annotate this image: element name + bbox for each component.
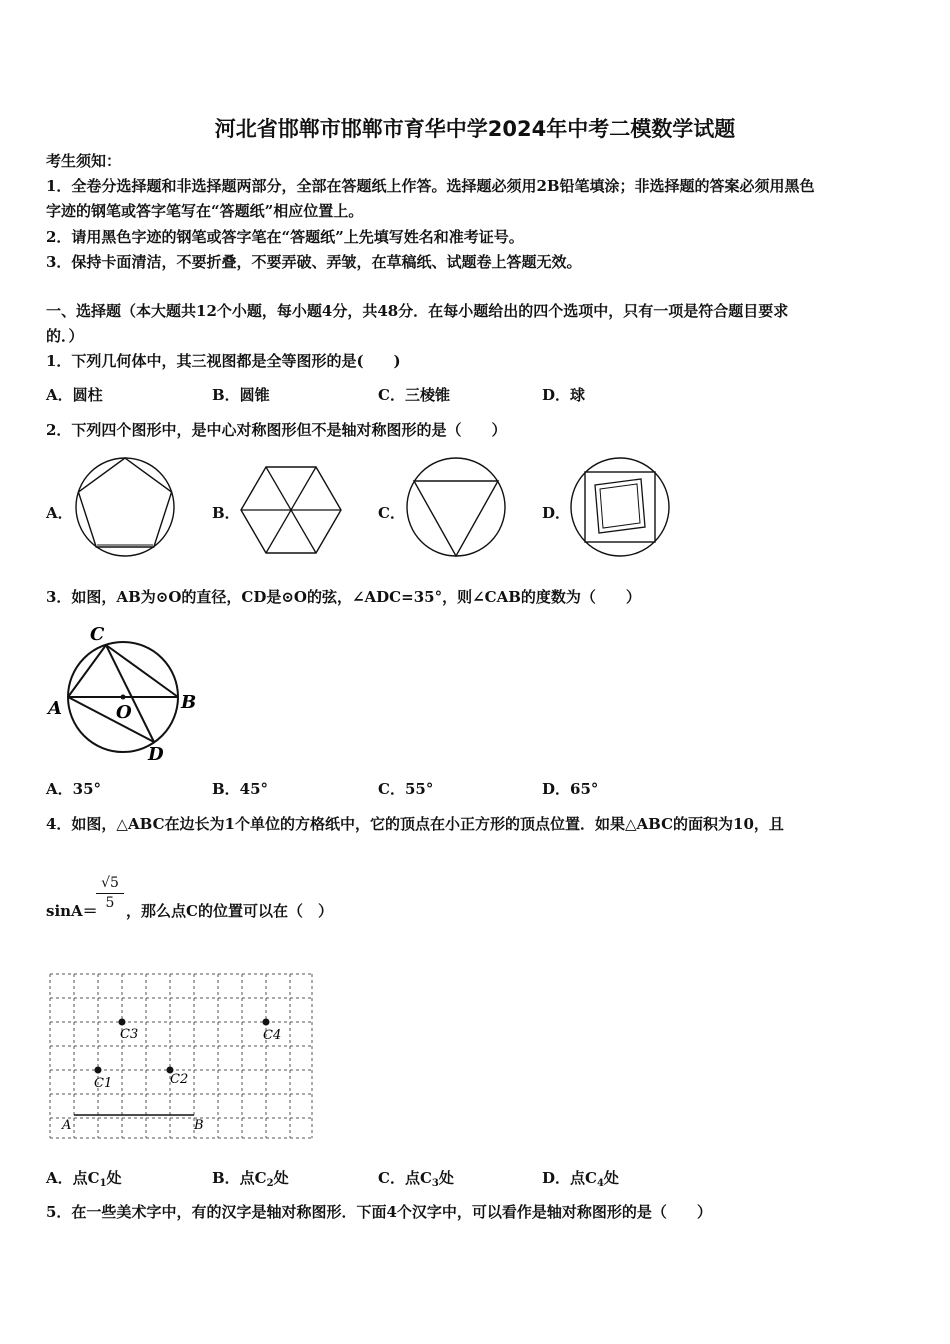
q4-fraction xyxy=(96,874,124,912)
q3-label-c: C xyxy=(90,624,105,645)
notice-line-2: 2．请用黑色字迹的钢笔或答字笔在“答题纸”上先填写姓名和准考证号。 xyxy=(46,228,524,246)
q1-option-b: B．圆锥 xyxy=(212,386,270,404)
q1-option-a: A．圆柱 xyxy=(46,386,103,404)
q4-option-a: A．点$C_1$处 xyxy=(46,1169,122,1189)
notice-line-3: 3．保持卡面清洁，不要折叠，不要弄破、弄皱，在草稿纸、试题卷上答题无效。 xyxy=(46,253,582,271)
page-title: 河北省邯郸市邯郸市育华中学2024年中考二模数学试题 xyxy=(214,117,736,141)
q1-option-d: D．球 xyxy=(542,386,586,404)
q4-label-a: A xyxy=(62,1118,72,1133)
q4-label-b: B xyxy=(194,1118,204,1133)
q3-option-c: C．55° xyxy=(378,780,434,798)
section-heading-a: 一、选择题（本大题共12个小题，每小题4分，共48分．在每小题给出的四个选项中，只有一项是符合题目要求 xyxy=(46,302,789,320)
q3-option-a: A．35° xyxy=(46,780,102,798)
q1-option-c: C．三棱锥 xyxy=(378,386,450,404)
q2-figure-d-squares-in-circle xyxy=(568,455,672,559)
section-heading-b: 的．） xyxy=(46,327,84,345)
q3-option-d: D．65° xyxy=(542,780,599,798)
q4-label-c4: C4 xyxy=(263,1028,282,1043)
q2-option-c-label: C． xyxy=(378,504,405,522)
q4-label-c3: C3 xyxy=(120,1027,139,1042)
q3-option-b: B．45° xyxy=(212,780,269,798)
q3-label-b: B xyxy=(181,692,197,713)
q4-grid-diagram xyxy=(48,972,314,1142)
q4-fraction-denominator: 5 xyxy=(105,895,115,911)
q2-option-d-label: D． xyxy=(542,504,571,522)
q3-circle-diagram xyxy=(44,620,204,765)
notice-line-1a: 1．全卷分选择题和非选择题两部分，全部在答题纸上作答。选择题必须用2B铅笔填涂；非选择题的答案必须用黑色 xyxy=(46,177,815,195)
q3-label-o: O xyxy=(116,702,132,723)
q4-option-d: D．点$C_4$处 xyxy=(542,1169,619,1189)
q4-sin-suffix: ，那么点C的位置可以在（ ） xyxy=(126,902,333,920)
q4-sin-prefix: sinA＝ xyxy=(46,902,98,920)
q2-figure-a-pentagon-in-circle xyxy=(72,456,178,558)
q2-option-a-label: A． xyxy=(46,504,73,522)
q4-stem: 4．如图，△ABC在边长为1个单位的方格纸中，它的顶点在小正方形的顶点位置．如果△ABC的面积为10，且 xyxy=(46,815,784,833)
q3-stem: 3．如图，AB为⊙O的直径，CD是⊙O的弦，∠ADC=35°，则∠CAB的度数为（ ） xyxy=(46,588,641,606)
q4-label-c2: C2 xyxy=(170,1072,189,1087)
q2-option-b-label: B． xyxy=(212,504,240,522)
notice-heading: 考生须知： xyxy=(46,152,122,170)
q2-figure-c-triangle-in-circle xyxy=(404,455,508,559)
q3-label-a: A xyxy=(48,698,62,719)
q5-stem: 5．在一些美术字中，有的汉字是轴对称图形．下面4个汉字中，可以看作是轴对称图形的是（ ） xyxy=(46,1203,712,1221)
q4-option-c: C．点$C_3$处 xyxy=(378,1169,454,1189)
q2-stem: 2．下列四个图形中，是中心对称图形但不是轴对称图形的是（ ） xyxy=(46,421,507,439)
q4-option-b: B．点$C_2$处 xyxy=(212,1169,289,1189)
q2-figure-b-hexagon xyxy=(238,465,344,555)
q4-label-c1: C1 xyxy=(94,1076,113,1091)
q1-stem: 1．下列几何体中，其三视图都是全等图形的是( ) xyxy=(46,352,401,370)
q3-label-d: D xyxy=(148,744,164,765)
notice-line-1b: 字迹的钢笔或答字笔写在“答题纸”相应位置上。 xyxy=(46,202,364,220)
q4-fraction-numerator: √5 xyxy=(96,874,124,894)
